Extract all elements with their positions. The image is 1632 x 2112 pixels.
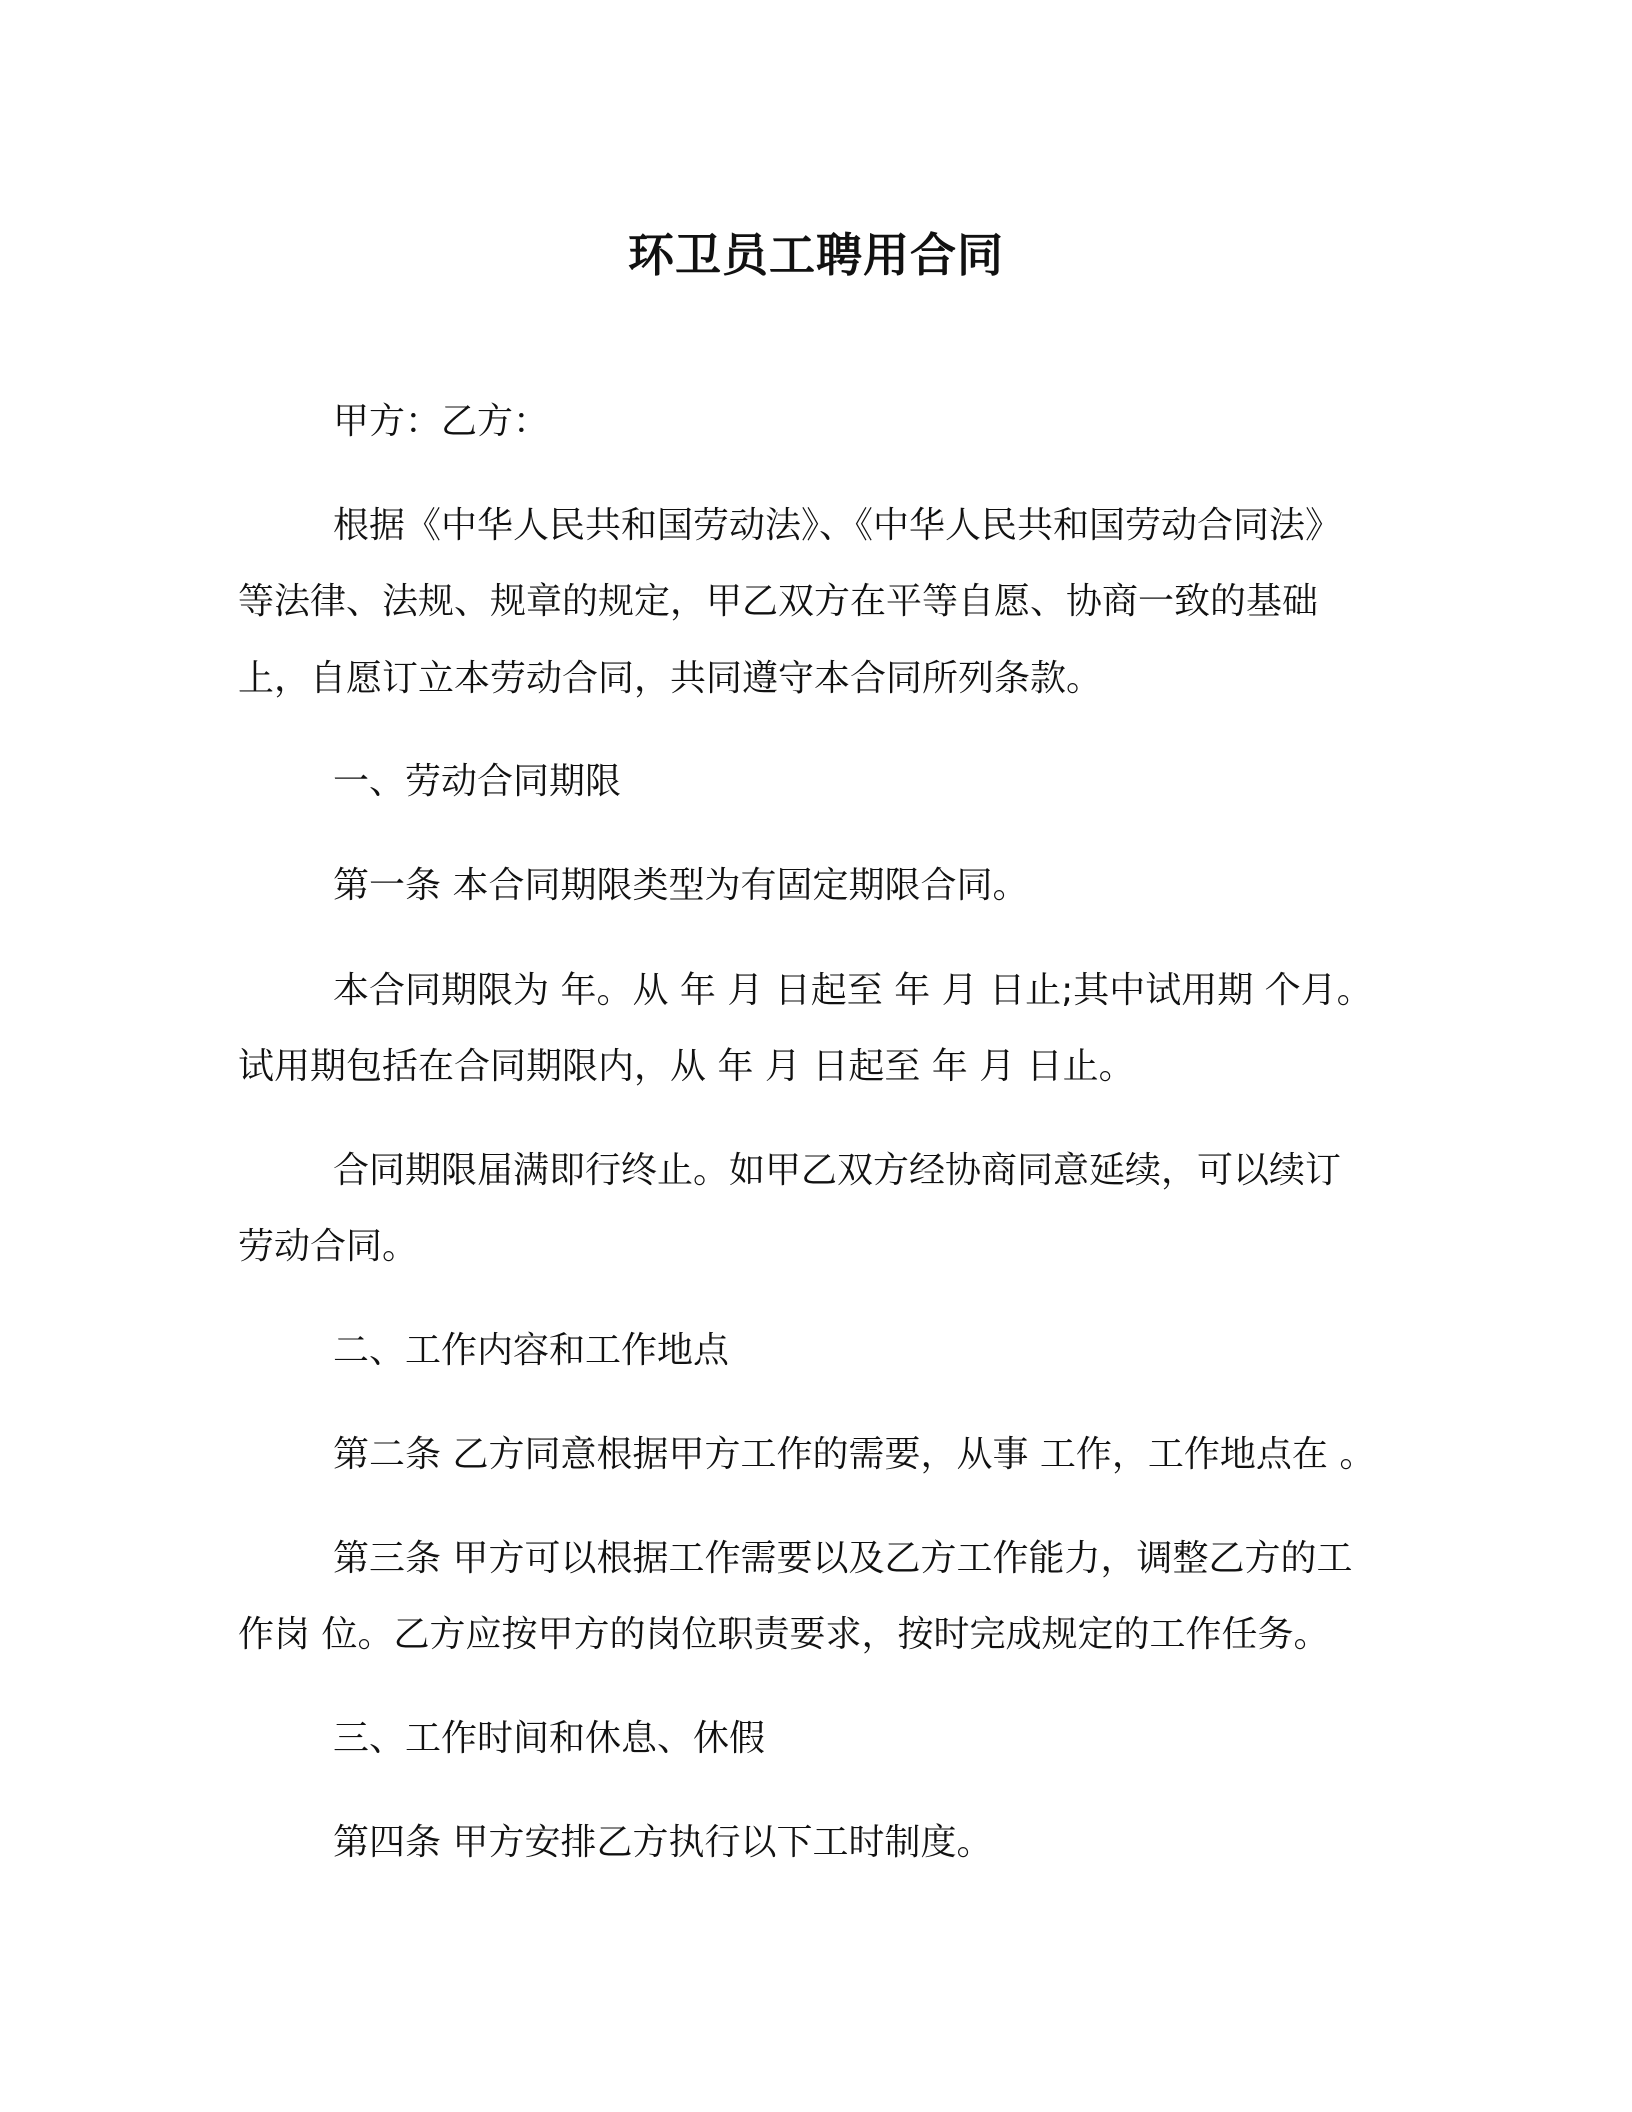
preamble-line-2: 等法律、法规、规章的规定，甲乙双方在平等自愿、协商一致的基础 [238, 581, 1319, 622]
preamble-line-1: 根据《中华人民共和国劳动法》、《中华人民共和国劳动合同法》 [333, 505, 1342, 546]
article-3-line-2: 作岗 位。乙方应按甲方的岗位职责要求，按时完成规定的工作任务。 [238, 1614, 1330, 1655]
article-4: 第四条 甲方安排乙方执行以下工时制度。 [333, 1822, 993, 1863]
term-line-2: 试用期包括在合同期限内，从 年 月 日起至 年 月 日止。 [238, 1046, 1135, 1087]
expiry-line-1: 合同期限届满即行终止。如甲乙双方经协商同意延续，可以续订 [333, 1150, 1342, 1191]
parties-line: 甲方：乙方： [333, 401, 550, 442]
expiry-line-2: 劳动合同。 [238, 1226, 419, 1267]
section-heading-2: 二、工作内容和工作地点 [333, 1330, 730, 1371]
section-heading-3: 三、工作时间和休息、休假 [333, 1718, 766, 1759]
article-2: 第二条 乙方同意根据甲方工作的需要，从事 工作，工作地点在 。 [333, 1434, 1376, 1475]
article-1: 第一条 本合同期限类型为有固定期限合同。 [333, 865, 1029, 906]
article-3-line-1: 第三条 甲方可以根据工作需要以及乙方工作能力，调整乙方的工 [333, 1538, 1353, 1579]
term-line-1: 本合同期限为 年。从 年 月 日起至 年 月 日止;其中试用期 个月。 [333, 970, 1373, 1011]
section-heading-1: 一、劳动合同期限 [333, 761, 622, 802]
document-title: 环卫员工聘用合同 [628, 228, 1004, 282]
preamble-line-3: 上，自愿订立本劳动合同，共同遵守本合同所列条款。 [238, 658, 1103, 699]
